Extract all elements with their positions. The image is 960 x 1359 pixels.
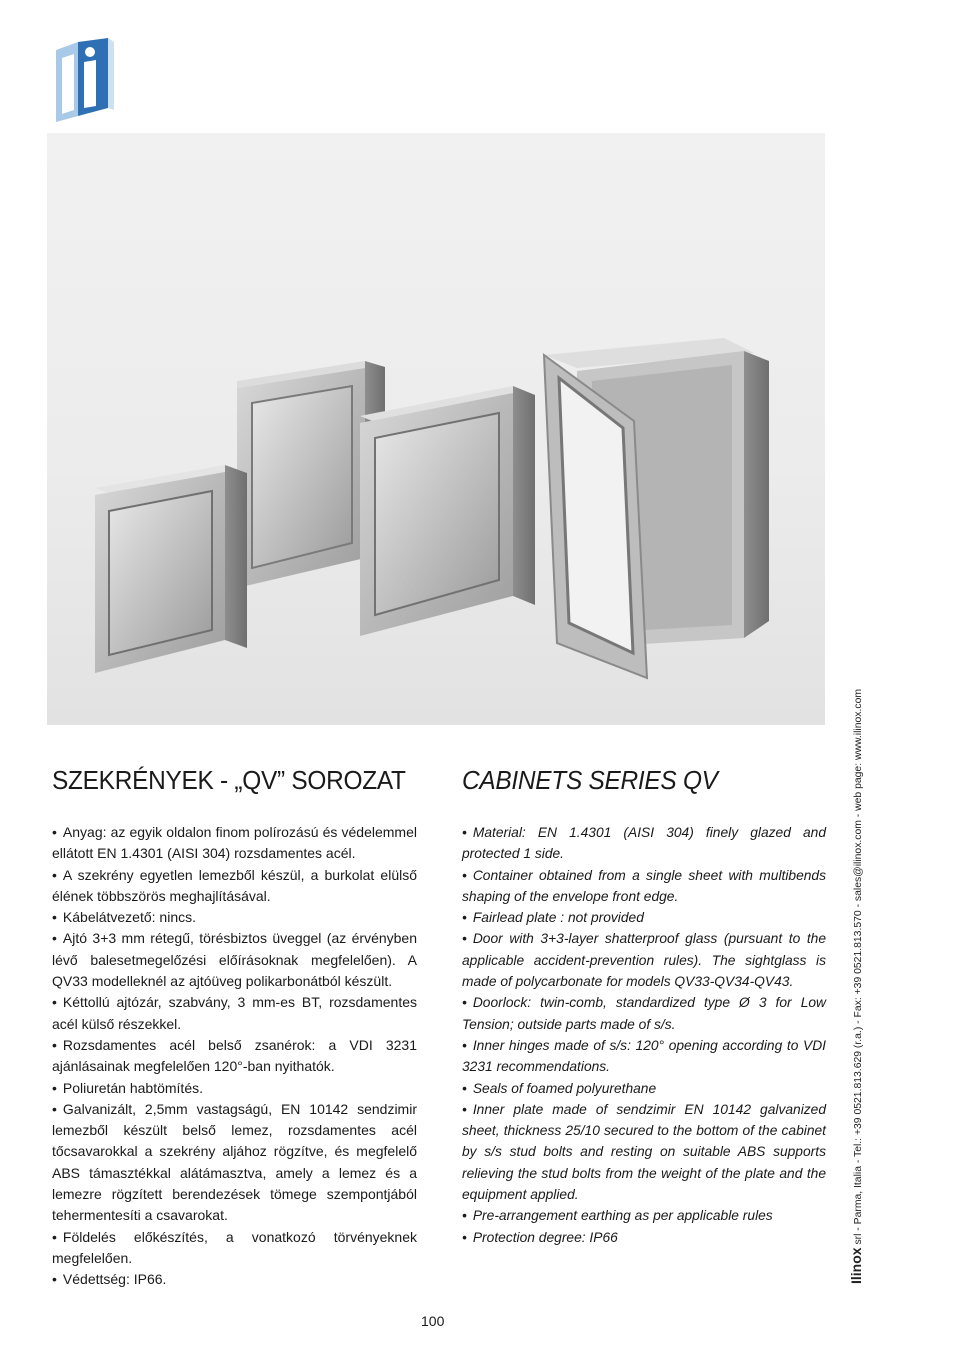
company-details: srl - Parma, Italia - Tel.: +39 0521.813.629 (r.a.) - Fax: +39 0521.813.570 - sales@ilinox.com - web page: www.ilinox.com — [853, 688, 864, 1248]
list-item: • Kéttollú ajtózár, szabvány, 3 mm-es BT, rozsdamentes acél külső részekkel. — [52, 992, 417, 1035]
list-item: • Container obtained from a single sheet with multibends shaping of the envelope front edge. — [462, 865, 826, 908]
list-item: • Anyag: az egyik oldalon finom polírozású és védelemmel ellátott EN 1.4301 (AISI 304) rozsdamentes acél. — [52, 822, 417, 865]
list-item: • Ajtó 3+3 mm rétegű, törésbiztos üveggel (az érvényben lévő balesetmegelőzési előírásoknak megfelelően). A QV33 modelleknél az ajtóüveg polikarbonátból készült. — [52, 928, 417, 992]
english-spec-list — [462, 822, 826, 1248]
list-item: • Kábelátvezető: nincs. — [52, 907, 417, 928]
list-item: • Inner plate made of sendzimir EN 10142 galvanized sheet, thickness 25/10 secured to the bottom of the cabinet by s/s stud bolts and resting on suitable ABS supports relieving the stud bolts from the weight of the plate and the equipment applied. — [462, 1099, 826, 1205]
list-item: • Védettség: IP66. — [52, 1269, 417, 1290]
hungarian-column — [52, 764, 417, 1291]
list-item: • Fairlead plate : not provided — [462, 907, 826, 928]
product-photo — [47, 133, 825, 725]
list-item: • Pre-arrangement earthing as per applicable rules — [462, 1205, 826, 1226]
list-item: • Door with 3+3-layer shatterproof glass (pursuant to the applicable accident-prevention rules). The sightglass is made of polycarbonate for models QV33-QV34-QV43. — [462, 928, 826, 992]
company-contact-sidebar — [848, 689, 864, 1284]
list-item: • Galvanizált, 2,5mm vastagságú, EN 10142 sendzimir lemezből készült belső lemez, rozsdamentes acél tőcsavarokkal a szekrény aljához rögzítve, és megfelelő ABS támasztékkal alátámasztva, amely a lemez és a lemezre rögzített berendezések tömege szempontjából tehermentesíti a csavarokat. — [52, 1099, 417, 1227]
list-item: • Poliuretán habtömítés. — [52, 1078, 417, 1099]
list-item: • Rozsdamentes acél belső zsanérok: a VDI 3231 ajánlásainak megfelelően 120°-ban nyithatók. — [52, 1035, 417, 1078]
list-item: • Seals of foamed polyurethane — [462, 1078, 826, 1099]
ilinox-logo-icon — [52, 38, 118, 124]
english-column — [462, 764, 826, 1248]
company-name: Ilinox — [848, 1247, 864, 1284]
list-item: • Material: EN 1.4301 (AISI 304) finely glazed and protected 1 side. — [462, 822, 826, 865]
list-item: • A szekrény egyetlen lemezből készül, a burkolat elülső élének többszörös meghajlításával. — [52, 865, 417, 908]
list-item: • Földelés előkészítés, a vonatkozó törvényeknek megfelelően. — [52, 1227, 417, 1270]
hungarian-spec-list — [52, 822, 417, 1291]
page-number: 100 — [421, 1313, 445, 1329]
list-item: • Protection degree: IP66 — [462, 1227, 826, 1248]
hungarian-title: SZEKRÉNYEK - „QV” SOROZAT — [52, 765, 406, 795]
list-item: • Doorlock: twin-comb, standardized type Ø 3 for Low Tension; outside parts made of s/s. — [462, 992, 826, 1035]
list-item: • Inner hinges made of s/s: 120° opening according to VDI 3231 recommendations. — [462, 1035, 826, 1078]
english-title: CABINETS SERIES QV — [462, 765, 718, 795]
